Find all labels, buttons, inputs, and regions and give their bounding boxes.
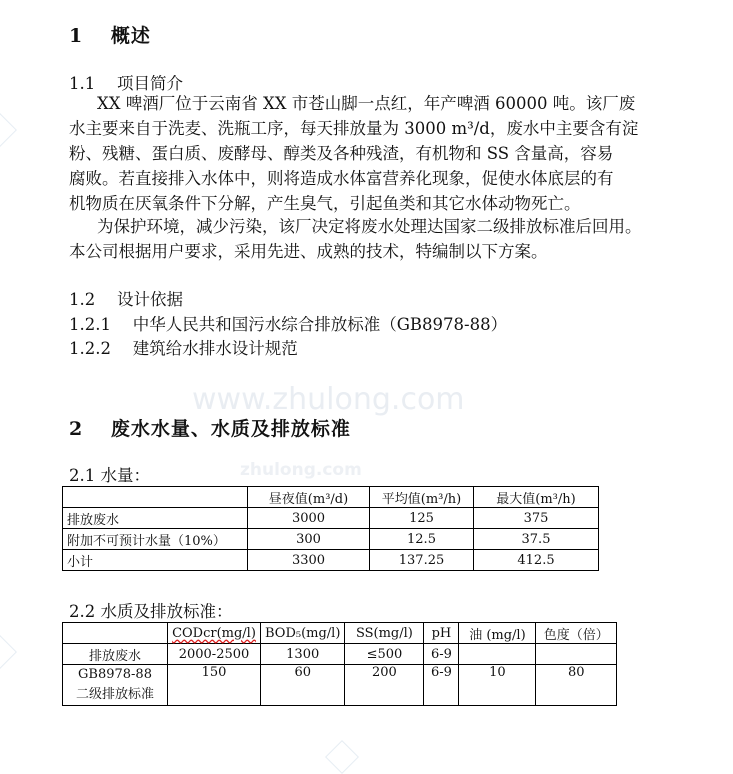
decorative-mark — [325, 740, 359, 774]
decorative-mark — [0, 113, 17, 147]
table-header-cell: SS(mg/l) — [345, 623, 424, 644]
table-row — [63, 665, 617, 706]
table-header-cell: pH — [424, 623, 459, 644]
table-cell: 37.5 — [474, 529, 599, 550]
section-2-heading: 2 废水水量、水质及排放标准 — [69, 418, 351, 440]
paragraph-2-line-1: 为保护环境，减少污染，该厂决定将废水处理达国家二级排放标准后回用。 — [97, 217, 642, 236]
table-cell: 3000 — [248, 508, 370, 529]
section-1-1-heading: 1.1 项目简介 — [69, 74, 183, 93]
water-quality-table — [62, 622, 617, 706]
table-header-cell: BOD₅(mg/l) — [261, 623, 345, 644]
table-cell: 小计 — [63, 550, 248, 571]
table-row — [63, 550, 599, 571]
paragraph-2-line-2: 本公司根据用户要求，采用先进、成熟的技术，特编制以下方案。 — [69, 242, 548, 261]
watermark-main: www.zhulong.com — [192, 382, 465, 417]
decorative-mark — [0, 635, 17, 669]
watermark-small: zhulong.com — [240, 460, 362, 480]
table-cell: 3300 — [248, 550, 370, 571]
table-header-cell — [168, 623, 261, 644]
table-cell — [536, 644, 617, 665]
table-header-row — [63, 487, 599, 508]
table-cell: 137.25 — [370, 550, 474, 571]
table-row — [63, 644, 617, 665]
paragraph-1-line-2: 水主要来自于洗麦、洗瓶工序，每天排放量为 3000 m³/d，废水中主要含有淀 — [69, 119, 639, 138]
table-cell: 80 — [536, 665, 617, 706]
section-2-2-heading: 2.2 水质及排放标准： — [69, 602, 233, 621]
table-cell: 125 — [370, 508, 474, 529]
table-header-cell: 色度（倍） — [536, 623, 617, 644]
table-cell: 412.5 — [474, 550, 599, 571]
table-cell: 60 — [261, 665, 345, 706]
table-header-cell: 最大值(m³/h) — [474, 487, 599, 508]
paragraph-1-line-5: 机物质在厌氧条件下分解，产生臭气，引起鱼类和其它水体动物死亡。 — [69, 194, 581, 213]
table-cell: 6-9 — [424, 665, 459, 706]
section-1-2-2: 1.2.2 建筑给水排水设计规范 — [69, 339, 298, 358]
paragraph-1-line-3: 粉、残糖、蛋白质、废酵母、醇类及各种残渣，有机物和 SS 含量高，容易 — [69, 144, 614, 163]
table-row — [63, 529, 599, 550]
section-2-1-heading: 2.1 水量： — [69, 466, 150, 485]
codcr-label: CODcr(mg/l) — [172, 625, 256, 641]
section-1-2-1: 1.2.1 中华人民共和国污水综合排放标准（GB8978-88） — [69, 315, 508, 334]
table-header-cell — [63, 623, 168, 644]
section-1-2-heading: 1.2 设计依据 — [69, 290, 183, 309]
table-header-cell: 油 (mg/l) — [459, 623, 536, 644]
table-header-cell: 昼夜值(m³/d) — [248, 487, 370, 508]
table-cell: 200 — [345, 665, 424, 706]
table-cell: 10 — [459, 665, 536, 706]
table-cell: 排放废水 — [63, 644, 168, 665]
table-row — [63, 508, 599, 529]
table-cell: 1300 — [261, 644, 345, 665]
table-cell: 12.5 — [370, 529, 474, 550]
section-1-heading: 1 概述 — [69, 25, 151, 47]
table-cell: 375 — [474, 508, 599, 529]
table-cell: ≤500 — [345, 644, 424, 665]
table-cell: 6-9 — [424, 644, 459, 665]
table-cell: 300 — [248, 529, 370, 550]
table-header-cell — [63, 487, 248, 508]
table-cell: 附加不可预计水量（10%） — [63, 529, 248, 550]
table-cell — [459, 644, 536, 665]
table-cell: 150 — [168, 665, 261, 706]
table-header-cell: 平均值(m³/h) — [370, 487, 474, 508]
table-cell: GB8978-88 二级排放标准 — [63, 665, 168, 706]
paragraph-1-line-4: 腐败。若直接排入水体中，则将造成水体富营养化现象，促使水体底层的有 — [69, 169, 614, 188]
water-volume-table — [62, 486, 599, 571]
table-cell: 2000-2500 — [168, 644, 261, 665]
paragraph-1-line-1: XX 啤酒厂位于云南省 XX 市苍山脚一点红，年产啤酒 60000 吨。该厂废 — [97, 94, 636, 113]
table-cell: 排放废水 — [63, 508, 248, 529]
table-header-row — [63, 623, 617, 644]
